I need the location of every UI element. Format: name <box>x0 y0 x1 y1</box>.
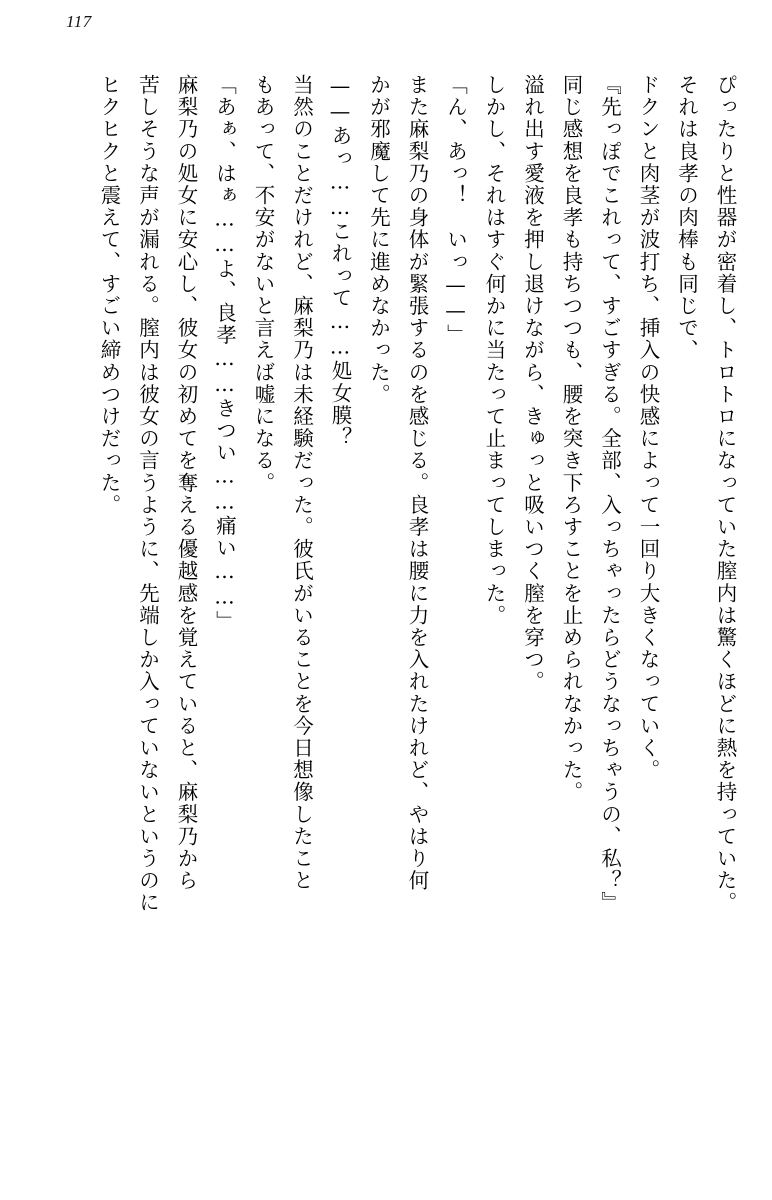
page-body-text <box>38 74 744 1164</box>
paragraph: ぴったりと性器が密着し、トロトロになっていた膣内は驚くほどに熱を持っていた。 <box>713 74 737 914</box>
paragraph: ——あっ……これって……処女膜？ <box>328 74 352 449</box>
paragraph: 溢れ出す愛液を押し退けながら、きゅっと吸いつく膣を穿つ。 <box>520 74 545 693</box>
paragraph: 「あぁ、はぁ……よ、良孝……きつい……痛い……」 <box>212 74 237 633</box>
paragraph: ドクンと肉茎が波打ち、挿入の快感によって一回り大きくなっていく。 <box>636 74 660 782</box>
paragraph: 同じ感想を良孝も持ちつつも、腰を突き下ろすことを止められなかった。 <box>559 74 583 804</box>
paragraph: しかし、それはすぐ何かに当たって止まってしまった。 <box>482 74 506 627</box>
paragraph: 苦しそうな声が漏れる。膣内は彼女の言うように、先端しか入っていないというのに <box>135 74 160 914</box>
paragraph: また麻梨乃の身体が緊張するのを感じる。良孝は腰に力を入れたけれど、やはり何 <box>405 74 429 892</box>
page-number: 117 <box>66 12 92 31</box>
paragraph: もあって、不安がないと言えば嘘になる。 <box>251 74 275 494</box>
paragraph: それは良孝の肉棒も同じで、 <box>674 74 699 362</box>
paragraph: 『先っぽでこれって、すごすぎる。全部、入っちゃったらどうなっちゃうの、私？』 <box>597 74 622 914</box>
paragraph: 麻梨乃の処女に安心し、彼女の初めてを奪える優越感を覚えていると、麻梨乃から <box>174 74 198 892</box>
paragraph: ヒクヒクと震えて、すごい締めつけだった。 <box>97 74 121 516</box>
paragraph: かが邪魔して先に進めなかった。 <box>366 74 391 406</box>
paragraph: 当然のことだけれど、麻梨乃は未経験だった。彼氏がいることを今日想像したこと <box>289 74 314 892</box>
paragraph: 「ん、あっ！ いっ——」 <box>443 74 468 347</box>
